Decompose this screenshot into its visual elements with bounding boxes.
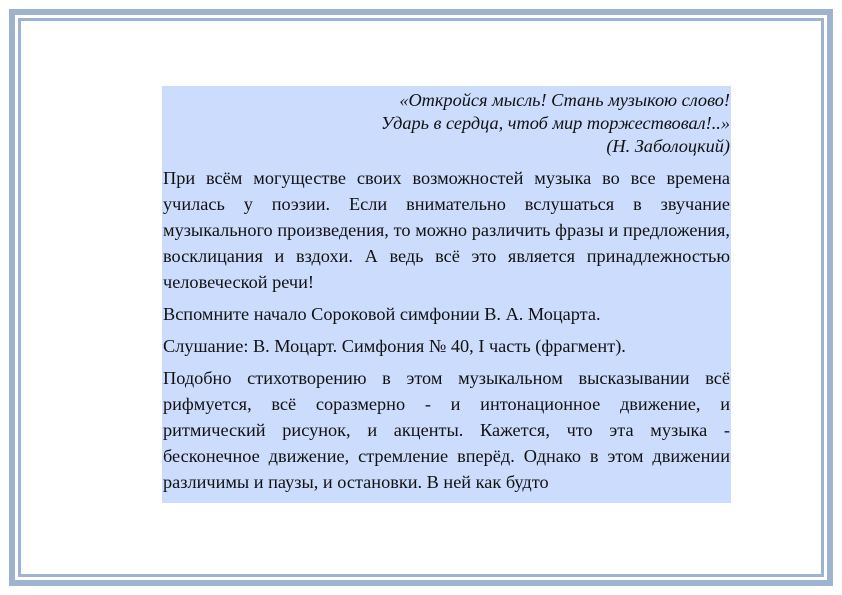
paragraph-intro: При всём могуществе своих возможностей музыка во все времена училась у поэзии. Если внимательно вслушаться в звучание музыкального произведения, то можно различить фразы и предложения, восклицания и вздохи. А ведь всё это является принадлежностью человеческой речи! <box>163 168 730 292</box>
paragraph-mozart-prompt: Вспомните начало Сороковой симфонии В. А. Моцарта. <box>163 304 601 324</box>
paragraph-analysis: Подобно стихотворению в этом музыкальном высказывании всё рифмуется, всё соразмерно - и интонационное движение, и ритмический рисунок, и акценты. Кажется, что эта музыка - бесконечное движение, стремление вперёд. Однако в этом движении различимы и паузы, и остановки. В ней как будто <box>163 368 730 492</box>
epigraph-author: (Н. Заболоцкий) <box>606 136 730 156</box>
paragraph-listening: Слушание: В. Моцарт. Симфония № 40, I часть (фрагмент). <box>163 336 626 356</box>
text-block <box>162 86 731 503</box>
epigraph-line: Ударь в сердца, чтоб мир торжествовал!..» <box>381 113 730 133</box>
epigraph <box>163 89 730 158</box>
epigraph-line: «Откройся мысль! Стань музыкою слово! <box>399 90 730 110</box>
